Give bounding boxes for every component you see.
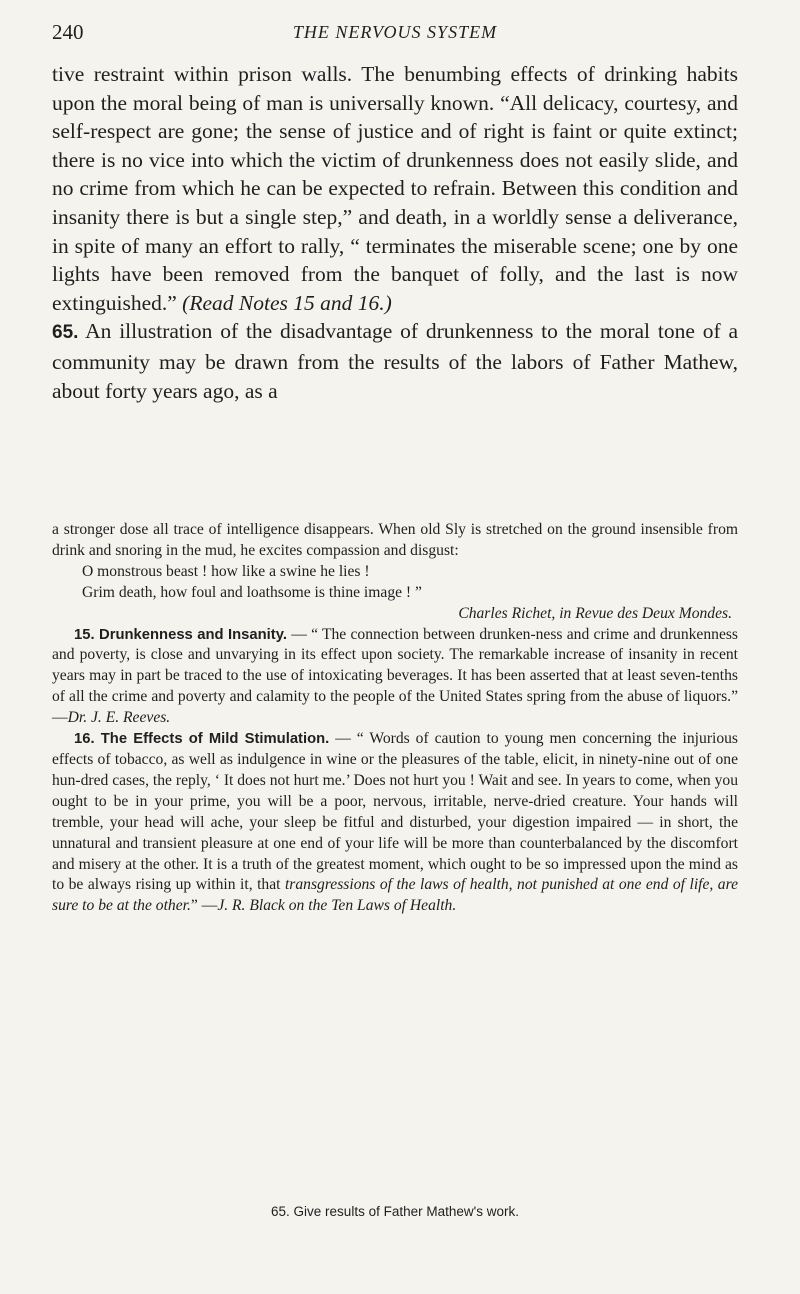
poem-line: O monstrous beast ! how like a swine he lies ! bbox=[82, 562, 370, 580]
note-16: 16. The Effects of Mild Stimulation. — “ Words of caution to young men concerning the injurious effects of tobacco, as well as indulgence in wine or the pleasures of the table, elicit, in ninety-nine out of one hun-dred cases, the reply, ‘ It does not hurt me.’ Does not hurt you ! Wait and see. In years to come, when you ought to be in your prime, you will be a poor, nervous, irritable, nerve-dried creature. Your hands will tremble, your head will ache, your sleep be fitful and disturbed, your digestion impaired — in short, the unnatural and transient pleasure at one end of your life will be more than counterbalanced by the discomfort and misery at the other. It is a truth of the greatest moment, which ought to be so impressed upon the mind as to be always rising up within it, that transgressions of the laws of health, not punished at one end of life, are sure to be at the other.” —J. R. Black on the Ten Laws of Health. bbox=[52, 730, 739, 915]
running-head: THE NERVOUS SYSTEM bbox=[292, 22, 498, 42]
poem-quote bbox=[52, 562, 738, 604]
notes-reference: (Read Notes 15 and 16.) bbox=[182, 290, 392, 315]
page-header bbox=[52, 20, 738, 50]
paragraph-65: 65. An illustration of the disadvantage of drunkenness to the moral tone of a community may be drawn from the results of the labors of Father Mathew, about forty years ago, as a bbox=[52, 319, 738, 403]
note-attribution: Dr. J. E. Reeves. bbox=[67, 709, 171, 727]
notes-section bbox=[52, 520, 738, 917]
paragraph-number: 65. bbox=[52, 322, 79, 344]
page-number: 240 bbox=[52, 20, 84, 44]
poem-line: Grim death, how foul and loathsome is thine image ! ” bbox=[82, 583, 422, 601]
note-heading: 15. Drunkenness and Insanity. bbox=[74, 626, 287, 643]
review-question: 65. Give results of Father Mathew's work. bbox=[271, 1204, 519, 1219]
note-continued: a stronger dose all trace of intelligence disappears. When old Sly is stretched on the ground insensible from drink and snoring in the mud, he excites compassion and disgust: bbox=[52, 521, 738, 559]
poem-attribution: Charles Richet, in Revue des Deux Mondes. bbox=[458, 604, 732, 622]
note-heading: 16. The Effects of Mild Stimulation. bbox=[74, 731, 330, 748]
note-15: 15. Drunkenness and Insanity. — “ The connection between drunken-ness and crime and drunkenness and poverty, is close and unvarying in its effect upon society. The remarkable increase of insanity in recent years may in part be traced to the use of intoxicating beverages. It has been asserted that at least seven-tenths of all the crime and poverty and calamity to the people of the United States spring from the abuse of liquors.” —Dr. J. E. Reeves. bbox=[52, 625, 739, 727]
main-text bbox=[52, 60, 738, 405]
note-attribution: J. R. Black on the Ten Laws of Health. bbox=[217, 897, 457, 915]
paragraph-continued: tive restraint within prison walls. The benumbing effects of drinking habits upon the moral being of man is universally known. “All delicacy, courtesy, and self-respect are gone; the sense of justice and of right is faint or quite extinct; there is no vice into which the victim of drunkenness does not easily slide, and no crime from which he can be expected to refrain. Between this condition and insanity there is but a single step,” and death, in a worldly sense a deliverance, in spite of many an effort to rally, “ terminates the miserable scene; one by one lights have been removed from the banquet of folly, and the last is now extinguished.” (Read Notes 15 and 16.) bbox=[52, 62, 738, 315]
italic-quote: transgressions of the laws of health, not punished at one end of life, are sure to be at the other. bbox=[52, 876, 738, 915]
